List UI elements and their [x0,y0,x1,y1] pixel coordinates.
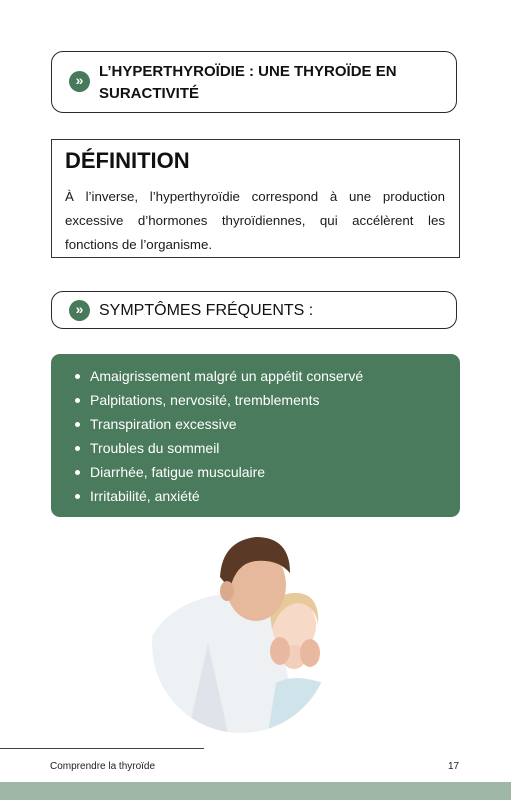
list-item: Amaigrissement malgré un appétit conservé [73,364,363,388]
definition-text: À l’inverse, l’hyperthyroïdie correspond à une production excessive d’hormones thyroïdiennes, qui accélèrent les fonctions de l’organisme. [65,189,445,252]
list-item: Troubles du sommeil [73,436,363,460]
symptoms-list [73,364,363,508]
section-title: L’HYPERTHYROÏDIE : UNE THYROÏDE EN SURACTIVITÉ [99,63,397,102]
symptoms-box [51,354,460,517]
footer-rule [0,748,204,749]
list-item: Diarrhée, fatigue musculaire [73,460,363,484]
symptoms-header [51,291,457,329]
double-chevron-right-icon: » [69,300,90,321]
list-item: Palpitations, nervosité, tremblements [73,388,363,412]
definition-heading: DÉFINITION [65,148,190,173]
definition-box [51,139,460,258]
doctor-child-photo [148,533,334,733]
footer-book-title: Comprendre la thyroïde [50,761,156,772]
page-number: 17 [448,761,460,772]
bottom-band [0,782,511,800]
list-item: Transpiration excessive [73,412,363,436]
double-chevron-right-icon: » [69,71,90,92]
section-header [51,51,457,113]
symptoms-title: SYMPTÔMES FRÉQUENTS : [99,302,314,319]
list-item: Irritabilité, anxiété [73,484,363,508]
